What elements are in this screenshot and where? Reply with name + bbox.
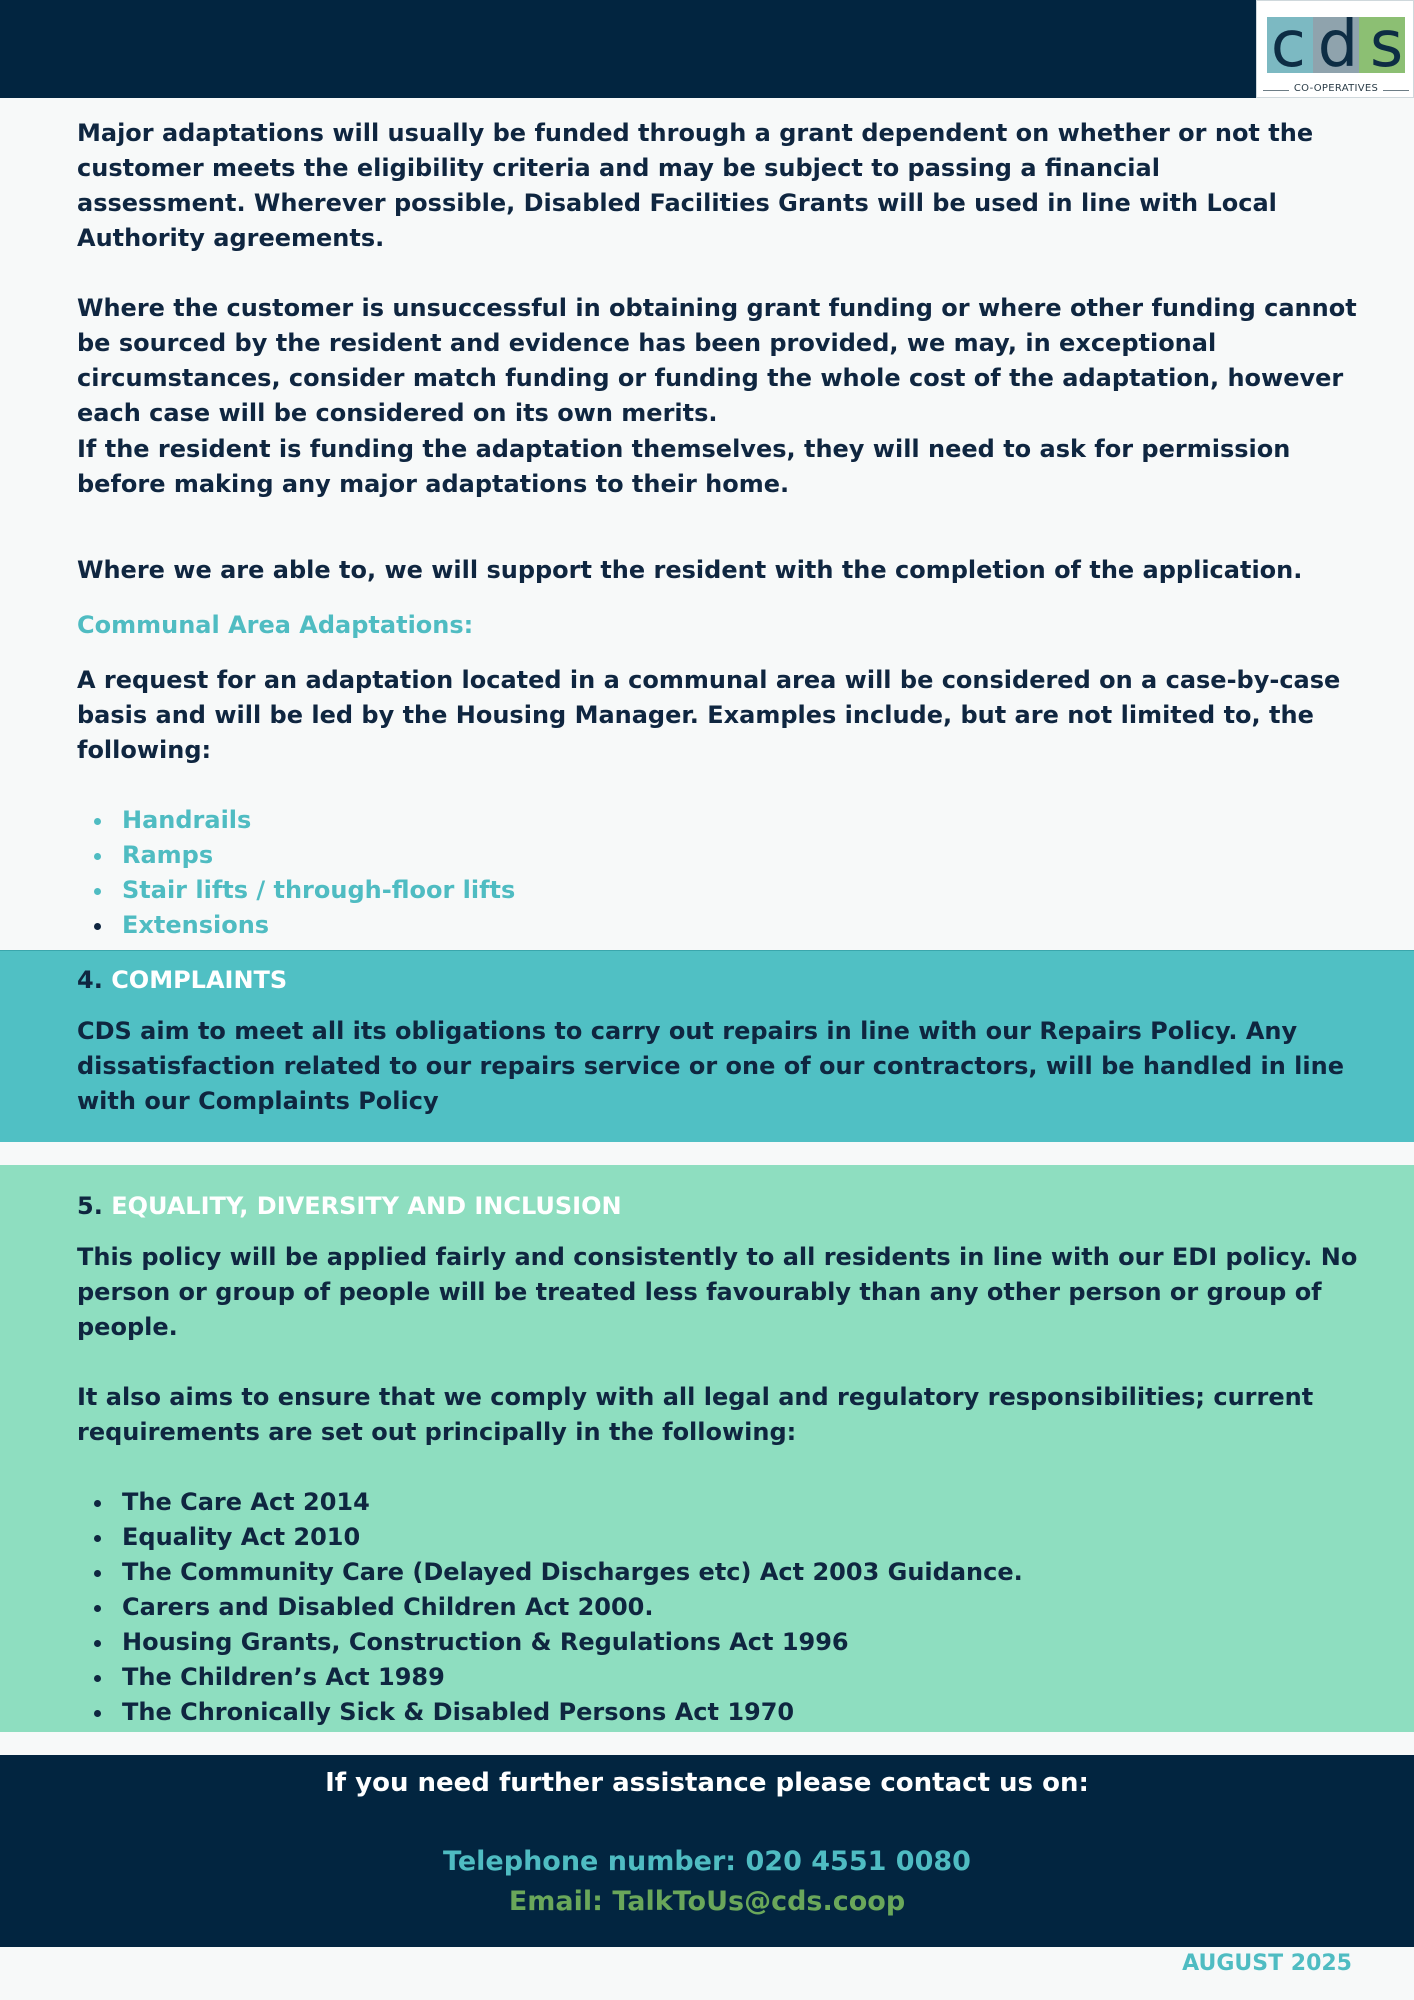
equality-heading — [77, 1189, 1377, 1223]
list-item: Handrails — [77, 803, 1367, 838]
section-number: 5. — [77, 1192, 103, 1220]
communal-heading: Communal Area Adaptations: — [77, 611, 474, 639]
logo-letter-s: s — [1369, 8, 1404, 82]
complaints-heading — [77, 963, 1377, 997]
logo-letters — [1265, 7, 1409, 82]
logo-letter-d: d — [1317, 8, 1359, 82]
intro-paragraph-2: Where the customer is unsuccessful in obtaining grant funding or where other funding cannot be sourced by the resident and evidence has been provided, we may, in exceptional circumstances, consider match funding or funding the whole cost of the adaptation, however each case will be considered on its own merits. — [77, 294, 1357, 427]
communal-list — [77, 803, 1367, 943]
list-item: Carers and Disabled Children Act 2000. — [77, 1590, 1377, 1625]
legislation-list — [77, 1485, 1377, 1730]
intro-paragraph-4: Where we are able to, we will support the resident with the completion of the application. — [77, 556, 1303, 584]
list-item: The Chronically Sick & Disabled Persons Act 1970 — [77, 1695, 1377, 1730]
telephone-number[interactable]: Telephone number: 020 4551 0080 — [443, 1846, 971, 1877]
logo-letter-c: c — [1270, 8, 1306, 82]
cds-logo — [1256, 0, 1414, 98]
email-address[interactable]: Email: TalkToUs@cds.coop — [508, 1886, 906, 1917]
equality-paragraph-1: This policy will be applied fairly and consistently to all residents in line with our EDI policy. No person or group of people will be treated less favourably than any other person or group of people. — [77, 1243, 1358, 1341]
header-bar — [0, 0, 1256, 98]
list-item: The Children’s Act 1989 — [77, 1660, 1377, 1695]
list-item: Housing Grants, Construction & Regulations Act 1996 — [77, 1625, 1377, 1660]
document-date: AUGUST 2025 — [1182, 1951, 1352, 1976]
section-title: EQUALITY, DIVERSITY AND INCLUSION — [111, 1192, 622, 1220]
communal-body: A request for an adaptation located in a communal area will be considered on a case-by-case basis and will be led by the Housing Manager. Examples include, but are not limited to, the following: — [77, 666, 1341, 764]
contact-footer — [0, 1755, 1414, 1947]
equality-paragraph-2: It also aims to ensure that we comply with all legal and regulatory responsibilities; current requirements are set out principally in the following: — [77, 1383, 1314, 1446]
section-number: 4. — [77, 966, 103, 994]
equality-section — [0, 1165, 1414, 1732]
intro-paragraph-1: Major adaptations will usually be funded through a grant dependent on whether or not the customer meets the eligibility criteria and may be subject to passing a financial assessment. Wherever possible, Disabled Facilities Grants will be used in line with Local Authority agreements. — [77, 119, 1314, 252]
list-item: Equality Act 2010 — [77, 1520, 1377, 1555]
complaints-section — [0, 950, 1414, 1142]
intro-paragraph-3: If the resident is funding the adaptation themselves, they will need to ask for permission before making any major adaptations to their home. — [77, 435, 1291, 498]
list-item: The Community Care (Delayed Discharges etc) Act 2003 Guidance. — [77, 1555, 1377, 1590]
section-title: COMPLAINTS — [111, 966, 288, 994]
list-item: The Care Act 2014 — [77, 1485, 1377, 1520]
list-item: Extensions — [77, 908, 1367, 943]
contact-lead: If you need further assistance please contact us on: — [325, 1768, 1089, 1798]
list-item: Stair lifts / through-floor lifts — [77, 873, 1367, 908]
main-content — [77, 116, 1367, 943]
logo-subtitle: CO-OPERATIVES — [1293, 83, 1379, 94]
complaints-body: CDS aim to meet all its obligations to carry out repairs in line with our Repairs Policy. Any dissatisfaction related to our repairs service or one of our contractors, will be handled in line with our Complaints Policy — [77, 1017, 1344, 1115]
list-item: Ramps — [77, 838, 1367, 873]
